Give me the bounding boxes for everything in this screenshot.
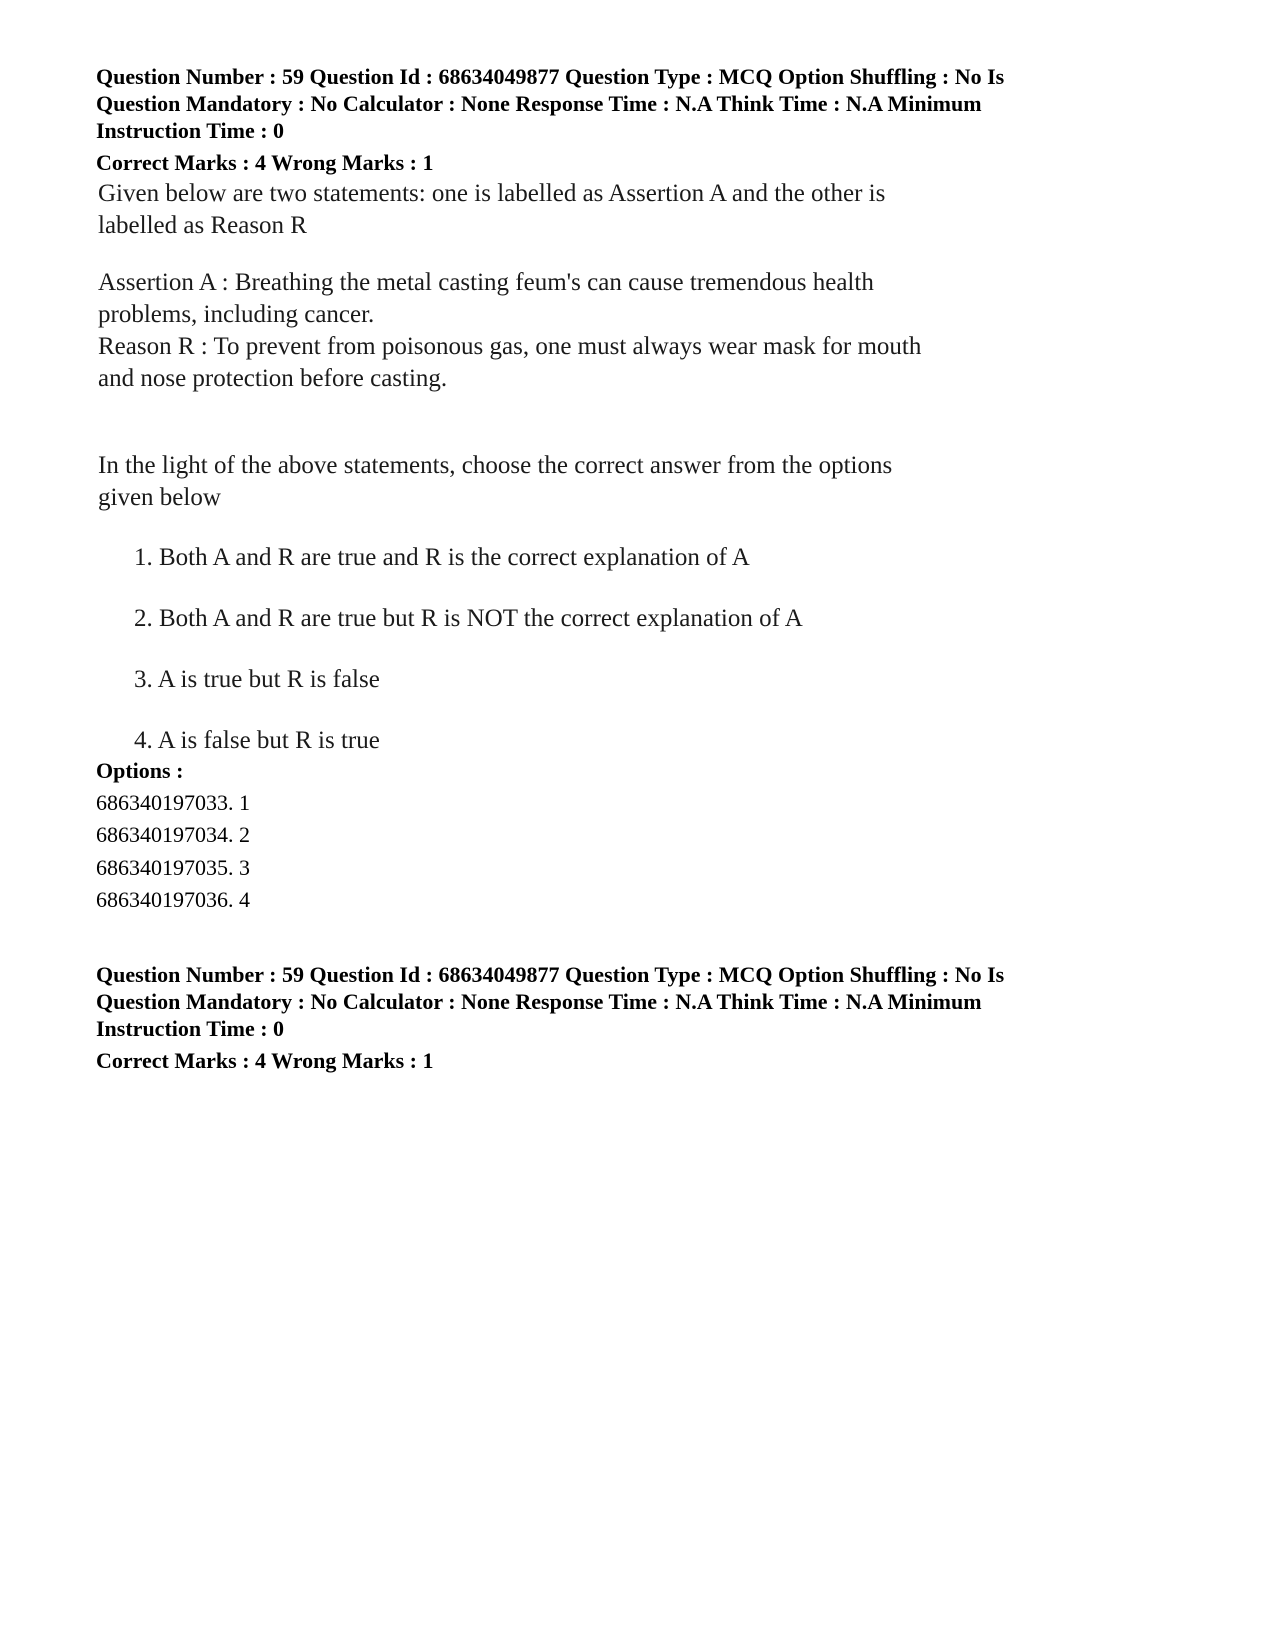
choice-2: 2. Both A and R are true but R is NOT the correct explanation of A: [134, 605, 803, 632]
reason-line: Reason R : To prevent from poisonous gas, one must always wear mask for mouth: [98, 333, 922, 360]
option-item: 686340197033. 1: [96, 790, 250, 815]
choice-1: 1. Both A and R are true and R is the correct explanation of A: [134, 544, 750, 571]
option-item: 686340197035. 3: [96, 855, 250, 880]
instruction-line: given below: [98, 484, 221, 511]
question-instruction: [98, 450, 1058, 514]
marks-line-2: Correct Marks : 4 Wrong Marks : 1: [96, 1048, 434, 1073]
question-intro: [98, 178, 1058, 242]
question-meta-line: Question Number : 59 Question Id : 68634049877 Question Type : MCQ Option Shuffling : No Is: [96, 64, 1005, 89]
options-heading: Options :: [96, 758, 184, 783]
choice-3: 3. A is true but R is false: [134, 666, 380, 693]
instruction-line: In the light of the above statements, choose the correct answer from the options: [98, 452, 893, 479]
question-meta-line: Question Mandatory : No Calculator : None Response Time : N.A Think Time : N.A Minimum: [96, 91, 982, 116]
choice-4: 4. A is false but R is true: [134, 727, 380, 754]
question-intro-line: labelled as Reason R: [98, 212, 307, 239]
question-intro-line: Given below are two statements: one is labelled as Assertion A and the other is: [98, 180, 886, 207]
reason-line: and nose protection before casting.: [98, 365, 448, 392]
option-item: 686340197034. 2: [96, 822, 250, 847]
question-meta-line: Question Mandatory : No Calculator : None Response Time : N.A Think Time : N.A Minimum: [96, 989, 982, 1014]
question-meta-line: Instruction Time : 0: [96, 1016, 285, 1041]
question-meta-line: Question Number : 59 Question Id : 68634049877 Question Type : MCQ Option Shuffling : No Is: [96, 962, 1005, 987]
question-meta-1: [96, 63, 1176, 144]
question-meta-line: Instruction Time : 0: [96, 118, 285, 143]
assertion-reason: [98, 267, 1058, 395]
option-item: 686340197036. 4: [96, 887, 250, 912]
question-meta-2: [96, 961, 1176, 1042]
assertion-line: problems, including cancer.: [98, 301, 375, 328]
assertion-line: Assertion A : Breathing the metal casting feum's can cause tremendous health: [98, 269, 874, 296]
marks-line-1: Correct Marks : 4 Wrong Marks : 1: [96, 150, 434, 175]
